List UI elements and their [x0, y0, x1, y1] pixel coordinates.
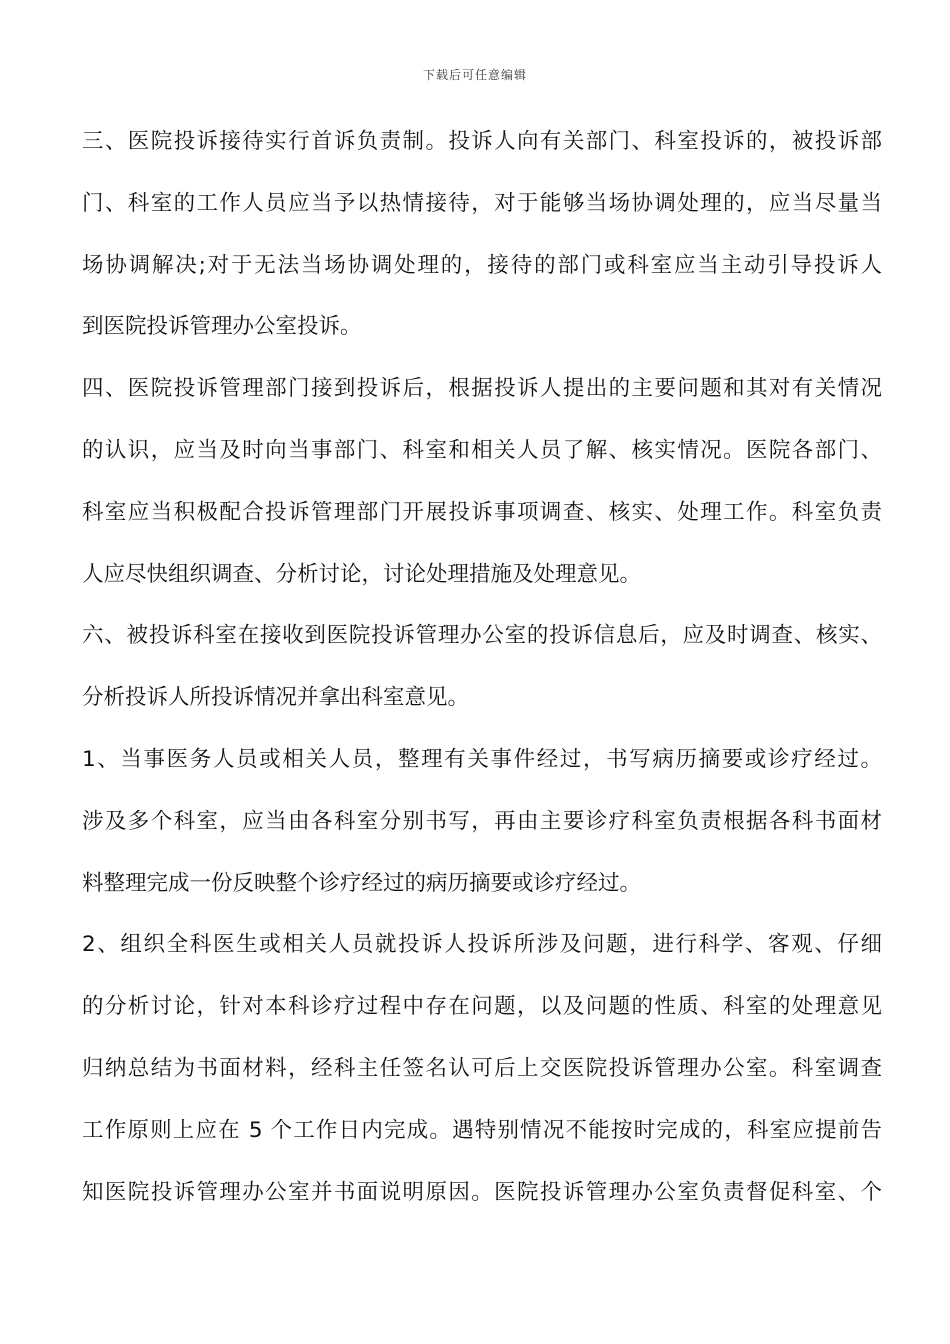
text-line: 场协调解决;对于无法当场协调处理的，接待的部门或科室应当主动引导投诉人 — [82, 252, 882, 278]
text-line: 2、组织全科医生或相关人员就投诉人投诉所涉及问题，进行科学、客观、仔细 — [82, 932, 882, 958]
text-line: 门、科室的工作人员应当予以热情接待，对于能够当场协调处理的，应当尽量当 — [82, 190, 882, 216]
text-line: 分析投诉人所投诉情况并拿出科室意见。 — [82, 685, 470, 711]
text-line: 的认识，应当及时向当事部门、科室和相关人员了解、核实情况。医院各部门、 — [82, 437, 882, 463]
page-header: 下载后可任意编辑 — [422, 68, 527, 82]
text-line: 1、当事医务人员或相关人员，整理有关事件经过，书写病历摘要或诊疗经过。 — [82, 746, 882, 772]
document-body — [82, 111, 882, 1223]
text-line: 科室应当积极配合投诉管理部门开展投诉事项调查、核实、处理工作。科室负责 — [82, 499, 882, 525]
text-line: 知医院投诉管理办公室并书面说明原因。医院投诉管理办公室负责督促科室、个 — [82, 1179, 882, 1205]
text-line: 四、医院投诉管理部门接到投诉后，根据投诉人提出的主要问题和其对有关情况 — [82, 376, 882, 402]
text-line: 六、被投诉科室在接收到医院投诉管理办公室的投诉信息后，应及时调查、核实、 — [82, 623, 882, 649]
text-line: 的分析讨论，针对本科诊疗过程中存在问题，以及问题的性质、科室的处理意见 — [82, 994, 882, 1020]
text-line: 到医院投诉管理办公室投诉。 — [82, 314, 362, 340]
text-line: 三、医院投诉接待实行首诉负责制。投诉人向有关部门、科室投诉的，被投诉部 — [82, 129, 882, 154]
text-line: 涉及多个科室，应当由各科室分别书写，再由主要诊疗科室负责根据各科书面材 — [82, 808, 882, 834]
text-line: 归纳总结为书面材料，经科主任签名认可后上交医院投诉管理办公室。科室调查 — [82, 1055, 882, 1081]
text-line: 工作原则上应在 5 个工作日内完成。遇特别情况不能按时完成的，科室应提前告 — [82, 1117, 882, 1143]
text-line: 人应尽快组织调查、分析讨论，讨论处理措施及处理意见。 — [82, 561, 642, 587]
text-line: 料整理完成一份反映整个诊疗经过的病历摘要或诊疗经过。 — [82, 870, 642, 896]
